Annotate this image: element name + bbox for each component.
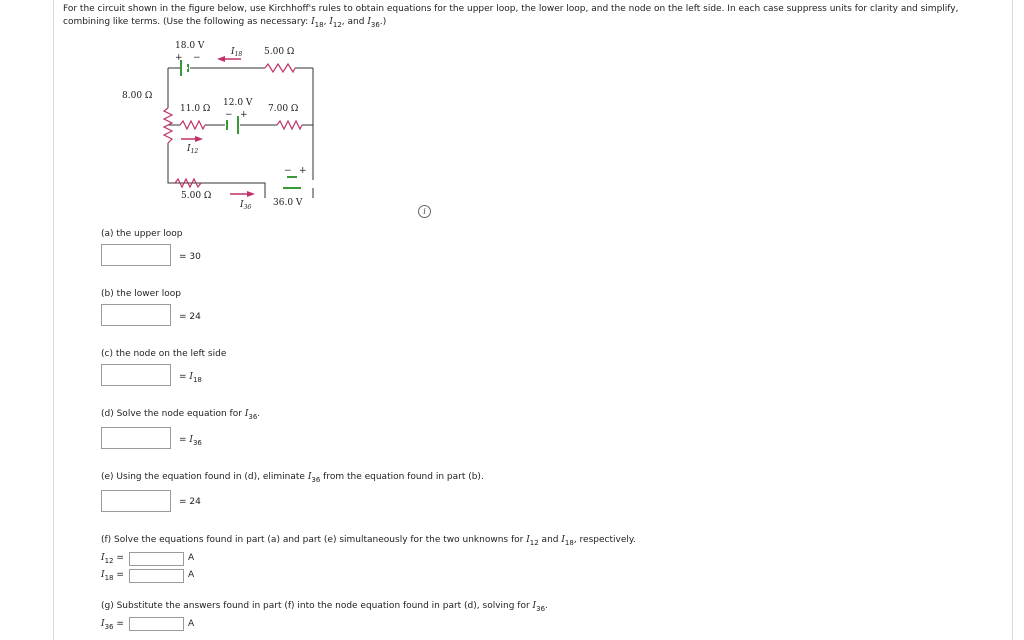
- i12-label: $I_{12}$ =: [101, 553, 124, 565]
- part-e-input[interactable]: [101, 490, 171, 512]
- part-b-label: (b) the lower loop: [101, 289, 181, 299]
- label-5-top: 5.00 Ω: [264, 47, 295, 57]
- part-c-rhs: = $I_{18}$: [179, 372, 202, 384]
- label-11: 11.0 Ω: [180, 104, 211, 114]
- part-d-input[interactable]: [101, 427, 171, 449]
- label-i12: $I_{12}$: [187, 144, 199, 155]
- label-12v: 12.0 V: [223, 98, 253, 108]
- info-icon[interactable]: i: [418, 205, 431, 218]
- part-a-input[interactable]: [101, 244, 171, 266]
- label-i36: $I_{36}$: [240, 200, 252, 211]
- circuit-diagram: [115, 38, 355, 213]
- plus-18v: +: [175, 53, 183, 63]
- part-f-label: (f) Solve the equations found in part (a) and part (e) simultaneously for the two unknowns for $I_{12}$ and $I_{18}$, respectively.: [101, 535, 636, 547]
- part-a-label: (a) the upper loop: [101, 229, 183, 239]
- arrow-i12: [181, 136, 203, 142]
- arrow-i36: [230, 191, 255, 197]
- resistor-11: [180, 121, 205, 129]
- label-5-bottom: 5.00 Ω: [181, 191, 212, 201]
- label-7: 7.00 Ω: [268, 104, 299, 114]
- problem-intro: [63, 3, 1003, 32]
- i12-unit: A: [188, 553, 195, 563]
- intro-line-1: For the circuit shown in the figure below, use Kirchhoff's rules to obtain equations for the upper loop, the lower loop, and the node on the left side. In each case suppress units for clarity and simplify,: [63, 4, 959, 14]
- part-d-rhs: = $I_{36}$: [179, 435, 202, 447]
- i18-label: $I_{18}$ =: [101, 570, 124, 582]
- part-a-rhs: = 30: [179, 252, 201, 262]
- label-36v: 36.0 V: [273, 198, 303, 208]
- minus-18v: −: [193, 53, 201, 63]
- plus-36v: +: [299, 166, 307, 176]
- minus-12v: −: [225, 110, 233, 120]
- minus-36v: −: [284, 166, 292, 176]
- label-18v: 18.0 V: [175, 41, 205, 51]
- i36-input[interactable]: [129, 617, 184, 631]
- resistor-5-top: [265, 64, 295, 72]
- label-8: 8.00 Ω: [122, 91, 153, 101]
- plus-12v: +: [240, 110, 248, 120]
- part-d-label: (d) Solve the node equation for $I_{36}$.: [101, 409, 261, 421]
- i36-unit: A: [188, 619, 195, 629]
- part-c-input[interactable]: [101, 364, 171, 386]
- resistor-7: [277, 121, 302, 129]
- intro-line-2: combining like terms. (Use the following as necessary: $I_{18}$, $I_{12}$, and $I_{36}$.): [63, 17, 387, 29]
- battery-36v: [283, 177, 301, 188]
- part-e-rhs: = 24: [179, 497, 201, 507]
- label-i18: $I_{18}$: [231, 47, 243, 58]
- part-c-label: (c) the node on the left side: [101, 349, 227, 359]
- part-g-label: (g) Substitute the answers found in part (f) into the node equation found in part (d), solving for $I_{36}$.: [101, 601, 548, 613]
- i18-input[interactable]: [129, 569, 184, 583]
- i18-unit: A: [188, 570, 195, 580]
- i36-label: $I_{36}$ =: [101, 619, 124, 631]
- part-b-rhs: = 24: [179, 312, 201, 322]
- part-e-label: (e) Using the equation found in (d), eliminate $I_{36}$ from the equation found in part (b).: [101, 472, 484, 484]
- i12-input[interactable]: [129, 552, 184, 566]
- part-b-input[interactable]: [101, 304, 171, 326]
